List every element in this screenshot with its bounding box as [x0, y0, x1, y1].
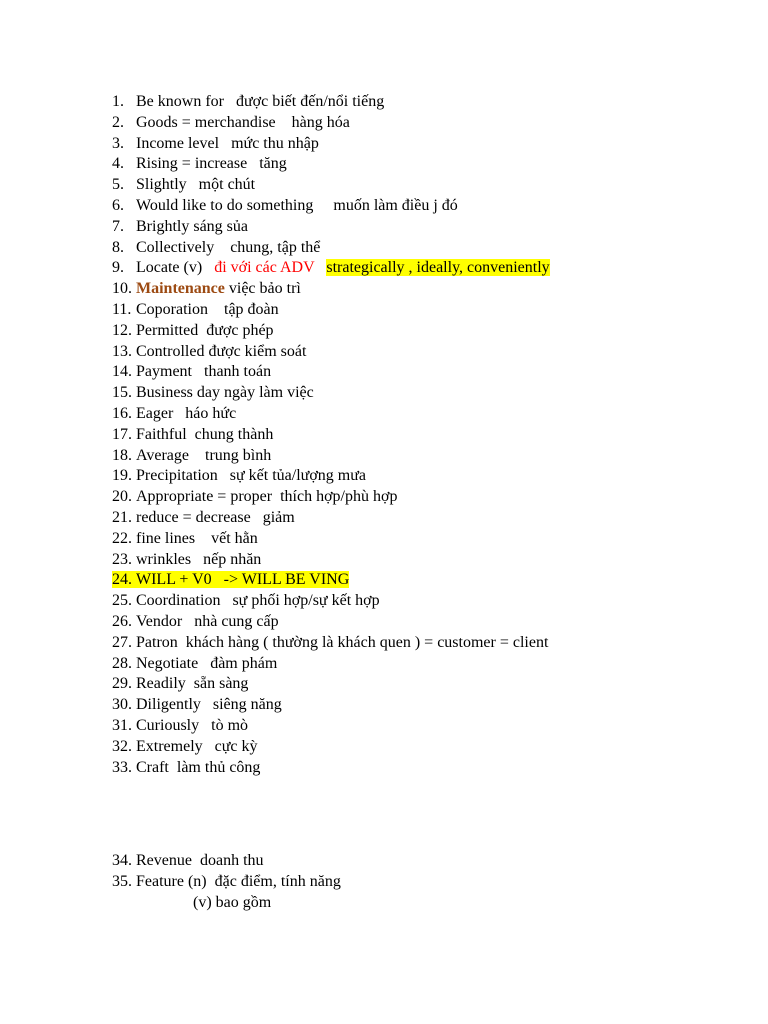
item-number: 31.	[112, 716, 132, 734]
item-number: 1.	[112, 93, 124, 110]
item-number: 29.	[112, 675, 132, 693]
item-number: 30.	[112, 696, 132, 714]
item-number: 10.	[112, 280, 132, 298]
item-text: Collectively chung, tập thể	[136, 238, 321, 256]
item-text: Locate (v)	[136, 259, 215, 277]
list-item	[112, 154, 550, 175]
list-item	[112, 362, 550, 383]
item-text: Slightly một chút	[136, 176, 256, 194]
item-text: Revenue doanh thu	[136, 852, 264, 869]
list-item	[112, 633, 550, 654]
item-text: reduce = decrease giảm	[136, 508, 295, 526]
item-text: việc bảo trì	[224, 280, 301, 298]
list-item	[112, 591, 550, 612]
item-text: wrinkles nếp nhăn	[136, 550, 262, 568]
list-item	[112, 342, 550, 363]
list-item-will-highlight	[112, 570, 550, 591]
list-item	[112, 92, 550, 113]
item-number: 2.	[112, 113, 124, 131]
item-text: Extremely cực kỳ	[136, 737, 258, 755]
list-item	[112, 446, 550, 467]
item-text: Brightly sáng sủa	[136, 217, 248, 235]
list-item	[112, 529, 550, 550]
item-text: Coporation tập đoàn	[136, 300, 279, 318]
item-text: Would like to do something muốn làm điều j đó	[136, 196, 458, 214]
item-text: Goods = merchandise hàng hóa	[136, 113, 350, 131]
item-text: Negotiate đàm phám	[136, 654, 278, 672]
list-item	[112, 196, 550, 217]
item-number: 4.	[112, 155, 124, 173]
highlighted-rule: WILL + V0 -> WILL BE VING	[136, 571, 350, 589]
list-item	[112, 238, 550, 259]
item-text: Coordination sự phối hợp/sự kết hợp	[136, 592, 380, 610]
item-number: 13.	[112, 342, 132, 360]
item-number: 17.	[112, 425, 132, 443]
list-item	[112, 550, 550, 571]
item-text: Eager háo hức	[136, 404, 237, 422]
item-number: 11.	[112, 300, 132, 318]
item-text: Permitted được phép	[136, 321, 274, 339]
list-item	[112, 487, 550, 508]
item-number: 16.	[112, 404, 132, 422]
item-number: 7.	[112, 217, 124, 235]
item-number: 14.	[112, 363, 132, 381]
vocabulary-list	[112, 92, 550, 778]
list-item	[112, 508, 550, 529]
item-number: 23.	[112, 550, 132, 568]
item-text: Controlled được kiểm soát	[136, 342, 307, 360]
list-item	[112, 113, 550, 134]
item-number: 9.	[112, 259, 124, 277]
list-item	[112, 716, 550, 737]
list-item	[112, 851, 341, 872]
item-text: Average trung bình	[136, 446, 272, 464]
item-text: Readily sẵn sàng	[136, 675, 249, 693]
item-number: 34.	[112, 852, 132, 869]
list-item	[112, 612, 550, 633]
item-text: Faithful chung thành	[136, 425, 274, 443]
item-number: 5.	[112, 176, 124, 194]
item-text: Income level mức thu nhập	[136, 134, 319, 152]
list-item-maintenance	[112, 279, 550, 300]
list-item	[112, 466, 550, 487]
item-number: 32.	[112, 737, 132, 755]
list-item	[112, 300, 550, 321]
item-text: fine lines vết hằn	[136, 529, 258, 547]
item-number: 25.	[112, 592, 132, 610]
bold-term: Maintenance	[136, 280, 225, 298]
list-item	[112, 737, 550, 758]
list-item	[112, 695, 550, 716]
item-number: 28.	[112, 654, 132, 672]
list-item	[112, 674, 550, 695]
item-text: Vendor nhà cung cấp	[136, 612, 279, 630]
list-item	[112, 217, 550, 238]
item-text: Diligently siêng năng	[136, 696, 282, 714]
item-number: 15.	[112, 384, 132, 402]
item-text: Feature (n) đặc điểm, tính năng	[136, 872, 341, 890]
item-number: 35.	[112, 872, 132, 890]
list-item	[112, 758, 550, 779]
item-text: Be known for được biết đến/nổi tiếng	[136, 93, 385, 110]
vocabulary-list-continued	[112, 851, 341, 893]
feature-verb-subline: (v) bao gồm	[193, 894, 272, 911]
item-number: 18.	[112, 446, 132, 464]
list-item	[112, 654, 550, 675]
list-item-locate	[112, 258, 550, 279]
item-number: 22.	[112, 529, 132, 547]
item-number: 12.	[112, 321, 132, 339]
item-number: 24.	[112, 571, 132, 589]
item-text: Precipitation sự kết tủa/lượng mưa	[136, 467, 366, 485]
highlighted-note: strategically , ideally, conveniently	[326, 259, 550, 277]
item-number: 33.	[112, 758, 132, 776]
item-text: Patron khách hàng ( thường là khách quen ) = customer = client	[136, 633, 549, 651]
list-item	[112, 383, 550, 404]
item-number: 26.	[112, 612, 132, 630]
item-number: 3.	[112, 134, 124, 152]
item-text: Business day ngày làm việc	[136, 384, 314, 402]
item-gap	[314, 259, 326, 276]
item-text: Appropriate = proper thích hợp/phù hợp	[136, 488, 398, 506]
item-text: Rising = increase tăng	[136, 155, 287, 173]
item-number: 19.	[112, 467, 132, 485]
item-number: 8.	[112, 238, 124, 256]
list-item	[112, 872, 341, 893]
list-item	[112, 404, 550, 425]
list-item	[112, 425, 550, 446]
list-item	[112, 134, 550, 155]
list-item	[112, 321, 550, 342]
item-text: Curiously tò mò	[136, 716, 249, 734]
item-text: Craft làm thủ công	[136, 758, 261, 776]
list-item	[112, 175, 550, 196]
red-note: đi với các ADV	[214, 259, 315, 277]
item-number: 6.	[112, 196, 124, 214]
item-number: 20.	[112, 488, 132, 506]
item-text: Payment thanh toán	[136, 363, 272, 381]
item-number: 21.	[112, 508, 132, 526]
item-number: 27.	[112, 633, 132, 651]
